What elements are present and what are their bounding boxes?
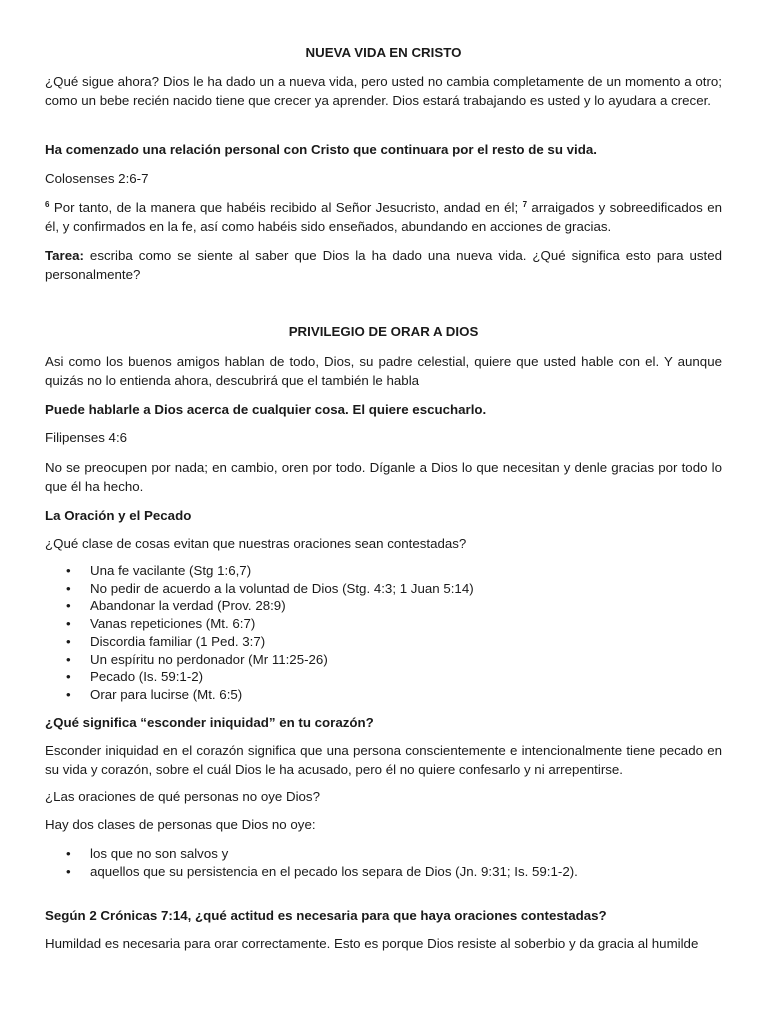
list-item: • Orar para lucirse (Mt. 6:5): [45, 686, 722, 704]
who-not-heard-answer: Hay dos clases de personas que Dios no oye:: [45, 817, 316, 832]
section-title-nueva-vida: NUEVA VIDA EN CRISTO: [305, 45, 462, 60]
homework-label: Tarea:: [45, 248, 84, 263]
nueva-vida-key-statement: Ha comenzado una relación personal con Cristo que continuara por el resto de su vida.: [45, 142, 597, 157]
homework-text: escriba como se siente al saber que Dios la ha dado una nueva vida. ¿Qué significa esto para usted personalmente?: [45, 248, 722, 282]
list-item: • Una fe vacilante (Stg 1:6,7): [45, 562, 722, 580]
esconder-iniquidad-answer: Esconder iniquidad en el corazón significa que una persona conscientemente e intencionalmente tiene pecado en su vida y corazón, sobre el cuál Dios le ha acusado, pero él no quiere confesarlo y ni arrepentirse.: [45, 743, 722, 777]
filipenses-verse: No se preocupen por nada; en cambio, oren por todo. Díganle a Dios lo que necesitan y denle gracias por todo lo que él ha hecho.: [45, 460, 722, 494]
privilegio-intro: Asi como los buenos amigos hablan de todo, Dios, su padre celestial, quiere que usted hable con el. Y aunque quizás no lo entienda ahora, descubrirá que el también le habla: [45, 354, 722, 388]
cronicas-question: Según 2 Crónicas 7:14, ¿qué actitud es necesaria para que haya oraciones contestadas?: [45, 908, 607, 923]
nueva-vida-intro: ¿Qué sigue ahora? Dios le ha dado un a nueva vida, pero usted no cambia completamente de un momento a otro; como un bebe recién nacido tiene que crecer ya aprender. Dios estará trabajando es usted y lo ayudara a crecer.: [45, 74, 722, 108]
list-item: • Discordia familiar (1 Ped. 3:7): [45, 633, 722, 651]
verse-number-7: 7: [522, 200, 528, 209]
privilegio-key-statement: Puede hablarle a Dios acerca de cualquier cosa. El quiere escucharlo.: [45, 402, 487, 417]
colosenses-verse: [45, 199, 722, 236]
verse-7-text: arraigados y sobreedificados en él, y confirmados en la fe, así como habéis sido enseñados, abundando en acciones de gracias.: [45, 200, 722, 234]
list-item: • No pedir de acuerdo a la voluntad de Dios (Stg. 4:3; 1 Juan 5:14): [45, 580, 722, 598]
list-item: • Pecado (Is. 59:1-2): [45, 668, 722, 686]
list-item: • Un espíritu no perdonador (Mr 11:25-26): [45, 651, 722, 669]
list-item: • Vanas repeticiones (Mt. 6:7): [45, 615, 722, 633]
verse-number-6: 6: [45, 200, 50, 209]
verse-6-text: Por tanto, de la manera que habéis recibido al Señor Jesucristo, andad en él;: [49, 200, 523, 215]
oracion-pecado-subheading: La Oración y el Pecado: [45, 508, 192, 523]
hindrances-list: [45, 562, 722, 704]
homework-paragraph: [45, 247, 722, 284]
cronicas-answer: Humildad es necesaria para orar correctamente. Esto es porque Dios resiste al soberbio y da gracia al humilde: [45, 936, 699, 951]
list-item: • aquellos que su persistencia en el pecado los separa de Dios (Jn. 9:31; Is. 59:1-2).: [45, 863, 722, 881]
hindrances-question: ¿Qué clase de cosas evitan que nuestras oraciones sean contestadas?: [45, 536, 467, 551]
list-item: • los que no son salvos y: [45, 845, 722, 863]
colosenses-reference: Colosenses 2:6-7: [45, 171, 149, 186]
esconder-iniquidad-question: ¿Qué significa “esconder iniquidad” en tu corazón?: [45, 715, 374, 730]
section-title-privilegio: PRIVILEGIO DE ORAR A DIOS: [288, 324, 479, 339]
filipenses-reference: Filipenses 4:6: [45, 430, 128, 445]
list-item: • Abandonar la verdad (Prov. 28:9): [45, 597, 722, 615]
who-not-heard-list: [45, 845, 722, 880]
who-not-heard-question: ¿Las oraciones de qué personas no oye Dios?: [45, 789, 320, 804]
